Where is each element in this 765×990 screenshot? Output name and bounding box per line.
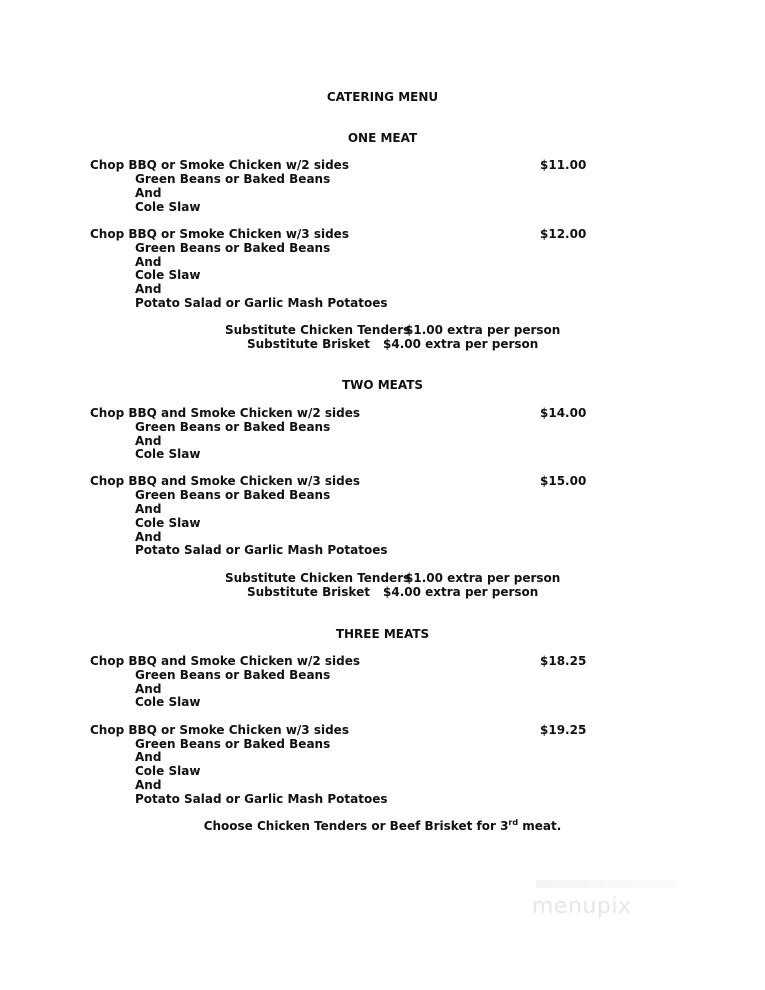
side-option: Potato Salad or Garlic Mash Potatoes [135,792,388,806]
substitute-name: Substitute Brisket [247,337,370,351]
page-title: CATERING MENU [326,90,439,104]
menu-item-name: Chop BBQ or Smoke Chicken w/3 sides [90,227,349,241]
side-option: Green Beans or Baked Beans [135,737,331,751]
section-heading-one-meat: ONE MEAT [347,131,418,145]
side-option: And [135,186,162,200]
menu-item-price: $12.00 [540,227,587,241]
section-heading-three-meats: THREE MEATS [335,627,430,641]
meat-choice-note-text: Choose Chicken Tenders or Beef Brisket for 3 [203,819,509,833]
side-option: And [135,750,162,764]
side-option: Green Beans or Baked Beans [135,420,331,434]
substitute-name: Substitute Brisket [247,585,370,599]
side-option: Potato Salad or Garlic Mash Potatoes [135,543,388,557]
side-option: Cole Slaw [135,764,201,778]
side-option: And [135,434,162,448]
menu-item-price: $15.00 [540,474,587,488]
substitute-name: Substitute Chicken Tenders [225,571,411,585]
side-option: And [135,682,162,696]
menu-item-name: Chop BBQ and Smoke Chicken w/2 sides [90,654,361,668]
section-heading-two-meats: TWO MEATS [341,378,424,392]
menu-item-price: $19.25 [540,723,587,737]
side-option: Green Beans or Baked Beans [135,241,331,255]
menu-item-price: $18.25 [540,654,587,668]
substitute-price: $1.00 extra per person [405,571,561,585]
watermark-logo: menupix [532,894,632,919]
watermark-decoration [536,880,676,888]
side-option: Cole Slaw [135,268,201,282]
side-option: Green Beans or Baked Beans [135,488,331,502]
substitute-price: $4.00 extra per person [383,337,539,351]
substitute-name: Substitute Chicken Tenders [225,323,411,337]
side-option: And [135,530,162,544]
substitute-price: $1.00 extra per person [405,323,561,337]
side-option: Cole Slaw [135,200,201,214]
side-option: Cole Slaw [135,447,201,461]
meat-choice-note [0,819,765,833]
menu-item-name: Chop BBQ and Smoke Chicken w/3 sides [90,474,361,488]
menu-item-price: $11.00 [540,158,587,172]
menu-item-name: Chop BBQ or Smoke Chicken w/2 sides [90,158,349,172]
side-option: Green Beans or Baked Beans [135,172,331,186]
meat-choice-note-end: meat. [518,819,562,833]
substitute-price: $4.00 extra per person [383,585,539,599]
side-option: And [135,282,162,296]
menu-item-price: $14.00 [540,406,587,420]
side-option: Cole Slaw [135,695,201,709]
side-option: Potato Salad or Garlic Mash Potatoes [135,296,388,310]
side-option: And [135,778,162,792]
side-option: Green Beans or Baked Beans [135,668,331,682]
side-option: And [135,502,162,516]
ordinal-suffix: rd [508,818,519,827]
side-option: And [135,255,162,269]
menu-item-name: Chop BBQ or Smoke Chicken w/3 sides [90,723,349,737]
menu-item-name: Chop BBQ and Smoke Chicken w/2 sides [90,406,361,420]
side-option: Cole Slaw [135,516,201,530]
